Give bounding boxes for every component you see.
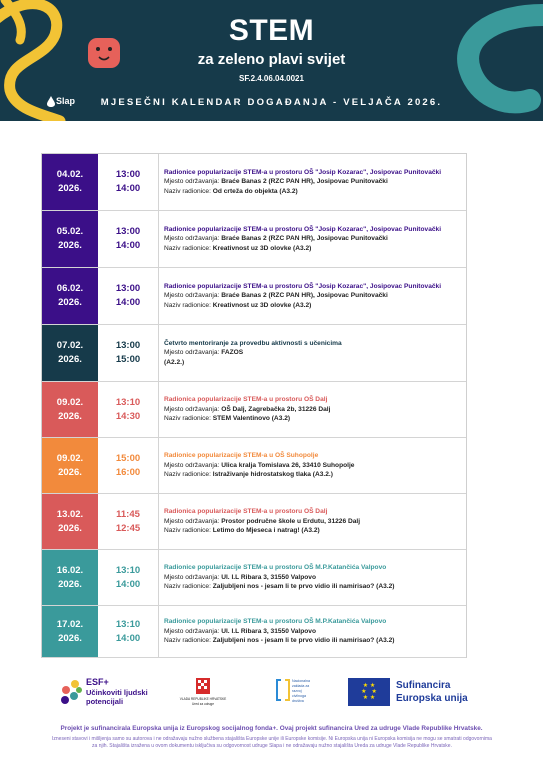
esf-logo-top: ESF+ bbox=[86, 677, 109, 687]
event-title: Radionice popularizacije STEM-a u prostoru OŠ "Josip Kozarac", Josipovac Punitovački bbox=[164, 282, 442, 290]
event-place-label: Mjesto održavanja: bbox=[164, 517, 222, 525]
page-title: STEM bbox=[228, 14, 315, 47]
event-date bbox=[42, 550, 98, 605]
event-place: Ul. I.L Ribara 3, 31550 Valpovo bbox=[221, 573, 316, 581]
event-workshop-name: (A2.2.) bbox=[164, 358, 185, 366]
event-row bbox=[42, 606, 466, 658]
event-time bbox=[98, 382, 159, 437]
event-name-label: Naziv radionice: bbox=[164, 637, 213, 645]
event-time bbox=[98, 154, 159, 210]
event-name-label: Naziv radionice: bbox=[164, 471, 213, 479]
event-end-time: 16:00 bbox=[115, 466, 141, 478]
esf-logo-line2: potencijali bbox=[86, 697, 124, 706]
event-row bbox=[42, 550, 466, 606]
event-place-label: Mjesto održavanja: bbox=[164, 627, 222, 635]
event-place: Braće Banas 2 (RZC PAN HR), Josipovac Punitovački bbox=[221, 292, 388, 300]
event-row bbox=[42, 494, 466, 550]
event-row bbox=[42, 268, 466, 325]
event-place-line bbox=[164, 573, 462, 583]
event-title: Četvrto mentoriranje za provedbu aktivnosti s učenicima bbox=[164, 339, 342, 347]
event-time bbox=[98, 494, 159, 549]
event-date bbox=[42, 268, 98, 324]
event-date-day: 17.02. bbox=[56, 618, 84, 630]
event-end-time: 15:00 bbox=[115, 354, 141, 365]
funding-statement: Projekt je sufinancirala Europska unija iz Europskog socijalnog fonda+. Ovaj projekt sufinancira Ured za udruge Vlade Republike Hrvatske. bbox=[60, 725, 483, 732]
event-workshop-name: Zaljubljeni nos - jesam li te prvo vidio ili namirisao? (A3.2) bbox=[212, 637, 395, 645]
event-place-line bbox=[164, 461, 462, 471]
gov-logo-line1: VLADA REPUBLIKE HRVATSKE bbox=[179, 697, 227, 701]
event-place: Ul. I.L Ribara 3, 31550 Valpovo bbox=[221, 627, 316, 635]
event-date-year: 2026. bbox=[58, 632, 82, 644]
event-name-line bbox=[164, 187, 462, 197]
event-place: Braće Banas 2 (RZC PAN HR), Josipovac Punitovački bbox=[221, 178, 388, 186]
event-date-day: 13.02. bbox=[56, 508, 84, 520]
event-start-time: 13:10 bbox=[115, 396, 141, 408]
event-end-time: 14:00 bbox=[115, 240, 141, 251]
event-place-label: Mjesto održavanja: bbox=[164, 349, 222, 357]
event-details bbox=[164, 268, 462, 324]
event-row bbox=[42, 325, 466, 382]
fund-logo-line1: Nacionalna bbox=[292, 679, 310, 683]
project-code: SF.2.4.06.04.0021 bbox=[239, 74, 304, 83]
event-place: OŠ Dalj, Zagrebačka 2b, 31226 Dalj bbox=[221, 405, 331, 413]
event-date-year: 2026. bbox=[58, 354, 82, 365]
event-date bbox=[42, 438, 98, 493]
fund-logo-line4: civilnoga bbox=[292, 694, 306, 698]
event-date-day: 05.02. bbox=[56, 226, 84, 237]
event-start-time: 13:00 bbox=[115, 169, 141, 180]
event-date bbox=[42, 154, 98, 210]
event-details bbox=[164, 382, 462, 437]
event-place-line bbox=[164, 627, 462, 637]
event-title: Radionica popularizacije STEM-a u prostoru OŠ Dalj bbox=[164, 396, 328, 404]
fund-logo-line5: društva bbox=[292, 699, 304, 703]
event-place: Prostor područne škole u Erdutu, 31226 Dalj bbox=[221, 517, 361, 525]
event-date-day: 16.02. bbox=[56, 564, 84, 576]
event-date-day: 09.02. bbox=[56, 452, 84, 464]
calendar-heading: MJESEČNI KALENDAR DOGAĐANJA - VELJAČA 2026. bbox=[100, 97, 443, 108]
event-workshop-name: Od crteža do objekta (A3.2) bbox=[212, 187, 298, 195]
header-banner bbox=[0, 0, 543, 121]
event-place: Ulica kralja Tomislava 26, 33410 Suhopolje bbox=[221, 461, 355, 469]
event-place-line bbox=[164, 517, 462, 527]
event-start-time: 13:00 bbox=[115, 283, 141, 294]
event-date-day: 06.02. bbox=[56, 283, 84, 294]
event-date-year: 2026. bbox=[58, 410, 82, 422]
events-table bbox=[41, 153, 467, 658]
event-row bbox=[42, 382, 466, 438]
event-row bbox=[42, 211, 466, 268]
event-start-time: 13:00 bbox=[115, 340, 141, 351]
event-name-line bbox=[164, 301, 462, 311]
event-name-label: Naziv radionice: bbox=[164, 527, 213, 535]
event-time bbox=[98, 268, 159, 324]
event-workshop-name: Istraživanje hidrostatskog tlaka (A3.2.) bbox=[212, 471, 333, 479]
event-workshop-name: STEM Valentinovo (A3.2) bbox=[212, 415, 291, 423]
event-details bbox=[164, 494, 462, 549]
event-name-line bbox=[164, 636, 462, 646]
fund-logo-line3: razvoj bbox=[292, 689, 302, 693]
eu-logo-line1: Sufinancira bbox=[396, 680, 451, 691]
event-date-year: 2026. bbox=[58, 240, 82, 251]
event-start-time: 13:10 bbox=[115, 618, 141, 630]
event-place-line bbox=[164, 348, 462, 358]
event-place-line bbox=[164, 234, 462, 244]
event-time bbox=[98, 438, 159, 493]
event-place-label: Mjesto održavanja: bbox=[164, 292, 222, 300]
event-start-time: 13:00 bbox=[115, 226, 141, 237]
event-place: FAZOS bbox=[221, 349, 244, 357]
event-place-line bbox=[164, 177, 462, 187]
event-details bbox=[164, 606, 462, 657]
event-title: Radionice popularizacije STEM-a u prostoru OŠ "Josip Kozarac", Josipovac Punitovački bbox=[164, 225, 442, 233]
disclaimer-text: Izneseni stavovi i mišljenja samo su autorova i ne odražavaju nužno službena stajališta Europske unije ili Europske komisije. Ni Europska unija ni Europska komisija ne mogu se smatrati odgovornima za njih. Stajališta izražena u ovom dokumentu isključiva su odgovornost udruge Slapa i ne odražavaju nužno stajališta Ureda za udruge Vlade Republike Hrvatske. bbox=[52, 736, 492, 749]
event-end-time: 14:00 bbox=[115, 578, 141, 590]
event-date-year: 2026. bbox=[58, 578, 82, 590]
event-title: Radionice popularizacije STEM-a u OŠ Suhopolje bbox=[164, 452, 319, 460]
event-row bbox=[42, 438, 466, 494]
event-details bbox=[164, 211, 462, 267]
event-place-line bbox=[164, 405, 462, 415]
event-workshop-name: Zaljubljeni nos - jesam li te prvo vidio ili namirisao? (A3.2) bbox=[212, 583, 395, 591]
event-date-day: 07.02. bbox=[56, 340, 84, 351]
event-name-line bbox=[164, 414, 462, 424]
event-start-time: 15:00 bbox=[115, 452, 141, 464]
event-details bbox=[164, 325, 462, 381]
event-workshop-name: Kreativnost uz 3D olovke (A3.2) bbox=[212, 244, 312, 252]
event-date bbox=[42, 325, 98, 381]
event-date-year: 2026. bbox=[58, 466, 82, 478]
event-title: Radionice popularizacije STEM-a u prostoru OŠ M.P.Katančića Valpovo bbox=[164, 564, 387, 572]
event-time bbox=[98, 325, 159, 381]
event-place-line bbox=[164, 291, 462, 301]
event-details bbox=[164, 550, 462, 605]
event-place-label: Mjesto održavanja: bbox=[164, 405, 222, 413]
event-workshop-name: Letimo do Mjeseca i natrag! (A3.2) bbox=[212, 527, 320, 535]
event-name-line bbox=[164, 526, 462, 536]
event-name-label: Naziv radionice: bbox=[164, 244, 213, 252]
logos-strip bbox=[0, 672, 543, 712]
eu-logo-line2: Europska unija bbox=[396, 693, 468, 704]
event-time bbox=[98, 550, 159, 605]
event-details bbox=[164, 438, 462, 493]
event-start-time: 11:45 bbox=[116, 508, 140, 520]
event-details bbox=[164, 154, 462, 210]
event-date-year: 2026. bbox=[58, 183, 82, 194]
event-date bbox=[42, 494, 98, 549]
event-name-line bbox=[164, 358, 462, 368]
page-subtitle: za zeleno plavi svijet bbox=[197, 51, 346, 68]
event-name-label: Naziv radionice: bbox=[164, 583, 213, 591]
event-time bbox=[98, 606, 159, 657]
event-title: Radionice popularizacije STEM-a u prostoru OŠ "Josip Kozarac", Josipovac Punitovački bbox=[164, 168, 442, 176]
slap-logo-text: Slap bbox=[56, 96, 76, 106]
event-date bbox=[42, 211, 98, 267]
event-time bbox=[98, 211, 159, 267]
event-workshop-name: Kreativnost uz 3D olovke (A3.2) bbox=[212, 301, 312, 309]
esf-logo-line1: Učinkoviti ljudski bbox=[86, 688, 148, 697]
event-date-year: 2026. bbox=[58, 522, 82, 534]
event-place-label: Mjesto održavanja: bbox=[164, 178, 222, 186]
fund-logo-line2: zaklada za bbox=[292, 684, 310, 688]
eu-flag-stars: ★ ★ ★ ★ ★ ★ bbox=[361, 683, 377, 701]
event-date bbox=[42, 606, 98, 657]
event-place-label: Mjesto održavanja: bbox=[164, 573, 222, 581]
event-end-time: 14:00 bbox=[115, 183, 141, 194]
event-date-year: 2026. bbox=[58, 297, 82, 308]
gov-logo-line2: Ured za udruge bbox=[192, 702, 214, 706]
event-place-label: Mjesto održavanja: bbox=[164, 461, 222, 469]
event-name-label: Naziv radionice: bbox=[164, 187, 213, 195]
event-row bbox=[42, 154, 466, 211]
event-name-line bbox=[164, 470, 462, 480]
event-place-label: Mjesto održavanja: bbox=[164, 235, 222, 243]
event-title: Radionica popularizacije STEM-a u prostoru OŠ Dalj bbox=[164, 508, 328, 516]
event-place: Braće Banas 2 (RZC PAN HR), Josipovac Punitovački bbox=[221, 235, 388, 243]
event-date bbox=[42, 382, 98, 437]
event-end-time: 14:30 bbox=[115, 410, 141, 422]
event-end-time: 14:00 bbox=[115, 632, 141, 644]
event-title: Radionice popularizacije STEM-a u prostoru OŠ M.P.Katančića Valpovo bbox=[164, 618, 387, 626]
event-name-line bbox=[164, 582, 462, 592]
event-name-label: Naziv radionice: bbox=[164, 415, 213, 423]
event-start-time: 13:10 bbox=[115, 564, 141, 576]
event-name-label: Naziv radionice: bbox=[164, 301, 213, 309]
event-date-day: 04.02. bbox=[56, 169, 84, 180]
slap-drop-icon bbox=[46, 95, 56, 107]
event-date-day: 09.02. bbox=[56, 396, 84, 408]
event-end-time: 14:00 bbox=[115, 297, 141, 308]
event-end-time: 12:45 bbox=[115, 522, 141, 534]
event-name-line bbox=[164, 244, 462, 254]
logos-graphics bbox=[0, 672, 543, 712]
